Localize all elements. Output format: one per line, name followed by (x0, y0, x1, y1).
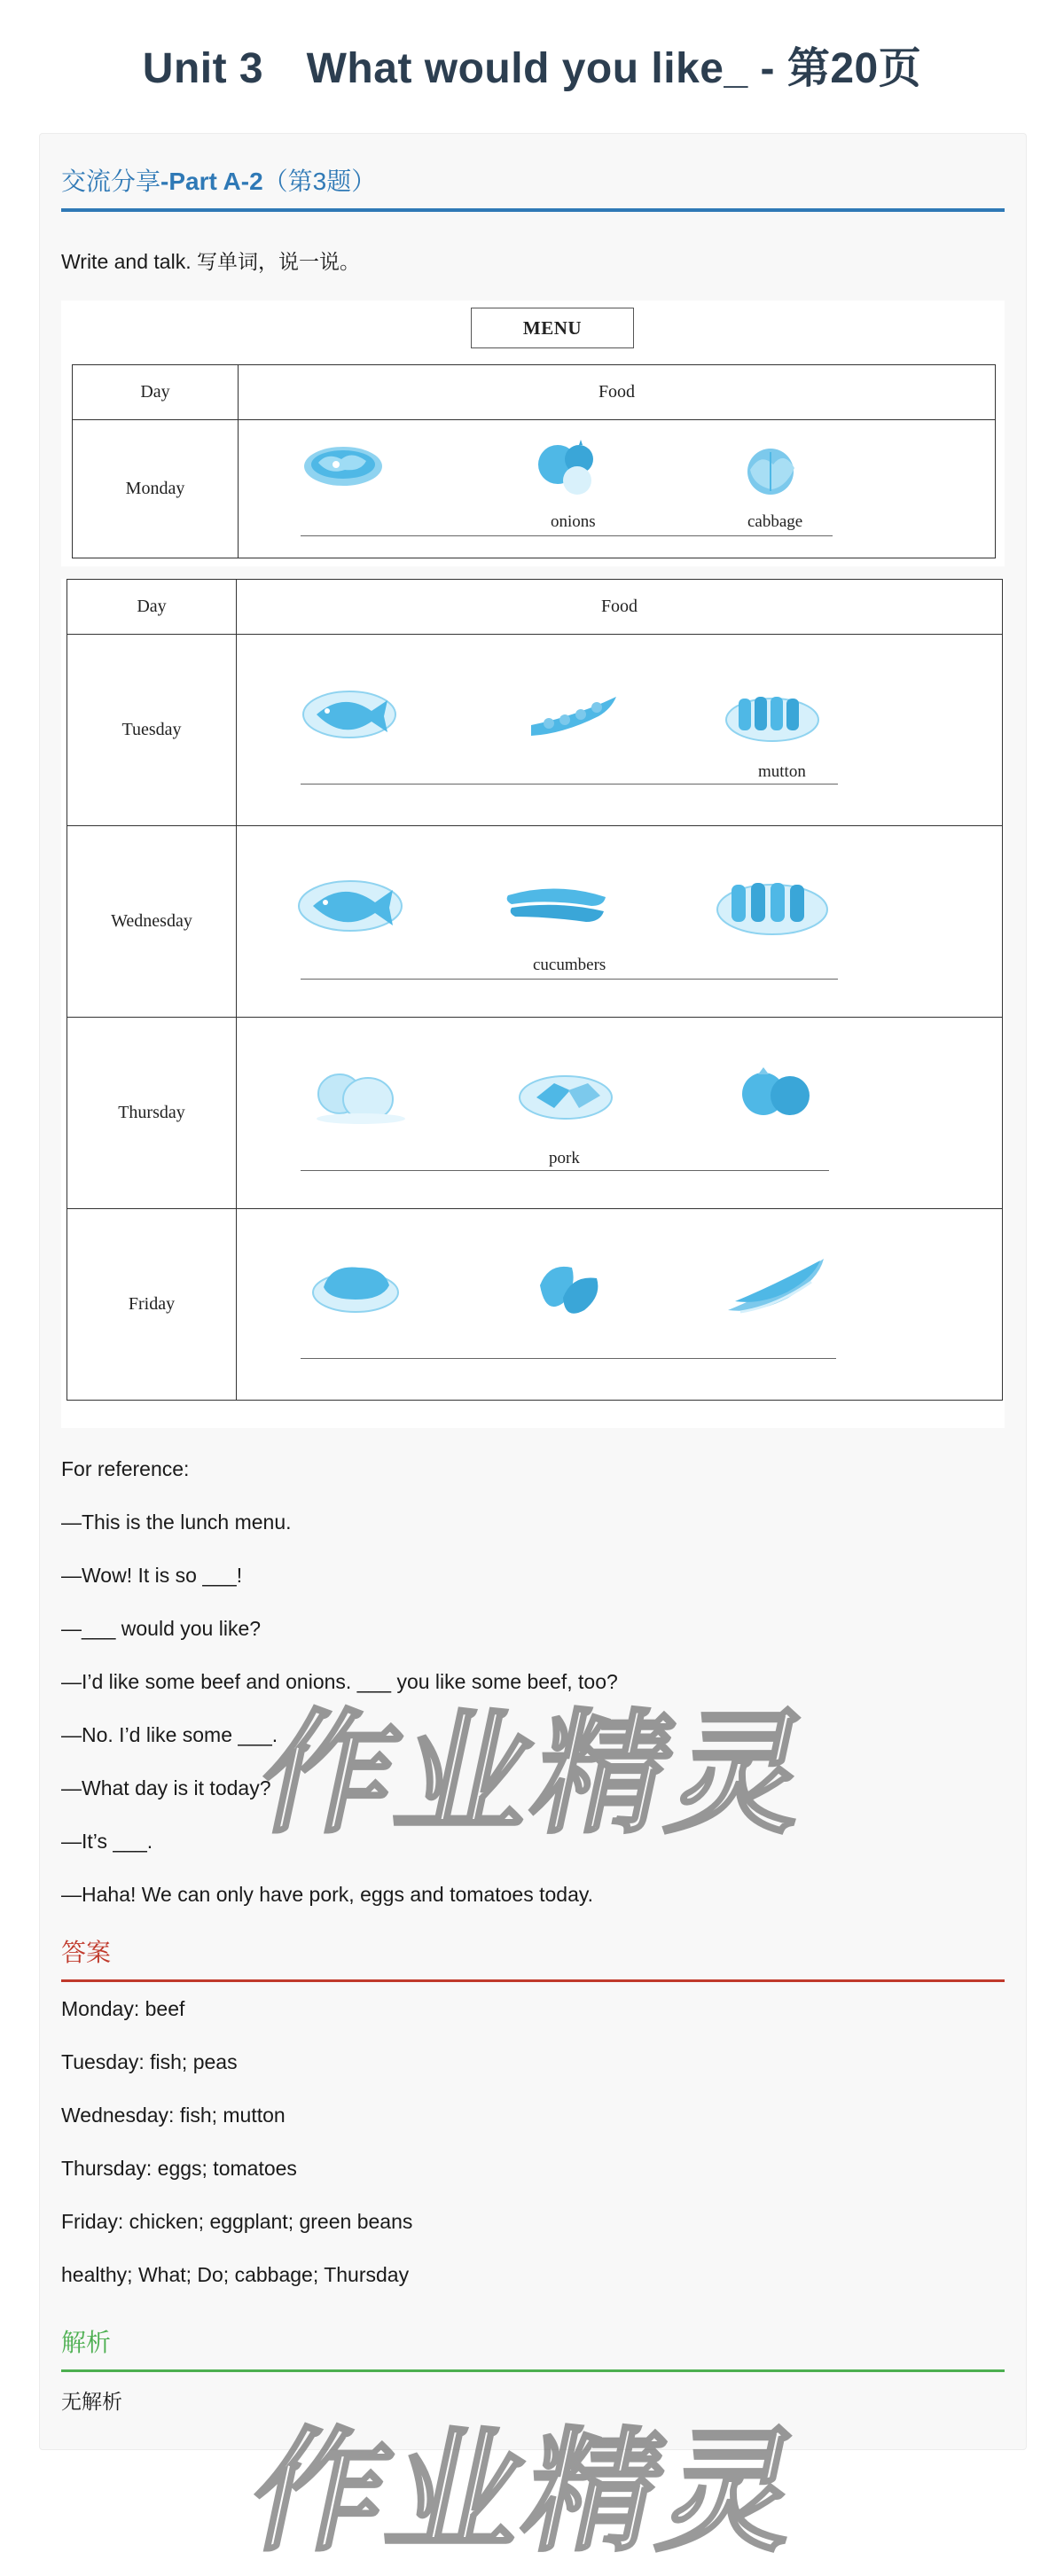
eggplant-icon (531, 1259, 606, 1317)
menu-title: MENU (471, 308, 634, 348)
food-cell-wednesday (237, 826, 1003, 1018)
label-pork: pork (549, 1149, 580, 1167)
label-cucumbers: cucumbers (533, 956, 606, 974)
question-card (39, 133, 1027, 2450)
chicken-icon (311, 1257, 400, 1315)
food-cell-friday (237, 1209, 1003, 1401)
day-friday: Friday (67, 1209, 237, 1401)
answer-line: Wednesday: fish; mutton (61, 2104, 286, 2127)
header-food-2: Food (237, 580, 1003, 635)
day-monday: Monday (73, 420, 239, 558)
onions-icon (533, 440, 604, 498)
write-line-thursday (301, 1170, 829, 1171)
write-line-monday (301, 535, 833, 536)
reference-line: —Wow! It is so ___! (61, 1564, 243, 1587)
answer-heading: 答案 (61, 1933, 1005, 1982)
food-cell-monday (239, 420, 996, 558)
food-cell-thursday (237, 1018, 1003, 1209)
mutton-icon (724, 683, 820, 745)
food-cell-tuesday (237, 635, 1003, 826)
question-instruction: Write and talk. 写单词，说一说。 (61, 250, 360, 273)
day-wednesday: Wednesday (67, 826, 237, 1018)
question-heading (61, 162, 1005, 212)
reference-title: For reference: (61, 1457, 190, 1480)
eggs-icon (308, 1067, 407, 1126)
header-day-2: Day (67, 580, 237, 635)
question-heading-prefix: 交流分享 (61, 168, 161, 195)
reference-line: —Haha! We can only have pork, eggs and tomatoes today. (61, 1883, 594, 1906)
header-food: Food (239, 365, 996, 420)
answer-line: healthy; What; Do; cabbage; Thursday (61, 2263, 410, 2286)
analysis-heading: 解析 (61, 2323, 1005, 2372)
reference-line: —It’s ___. (61, 1830, 153, 1853)
write-line-wednesday (301, 979, 838, 980)
write-line-friday (301, 1358, 836, 1359)
pork-icon (517, 1067, 614, 1122)
reference-line: —This is the lunch menu. (61, 1510, 292, 1534)
label-onions: onions (551, 512, 596, 531)
mutton-icon (716, 867, 829, 938)
day-tuesday: Tuesday (67, 635, 237, 826)
worksheet-menu-week (61, 579, 1005, 1428)
answer-line: Tuesday: fish; peas (61, 2050, 238, 2073)
question-heading-suffix: （第3题） (262, 168, 377, 195)
reference-line: —I’d like some beef and onions. ___ you like some beef, too? (61, 1670, 618, 1693)
green-beans-icon (723, 1255, 827, 1321)
answer-line: Thursday: eggs; tomatoes (61, 2157, 297, 2180)
header-day: Day (73, 365, 239, 420)
question-heading-part: -Part A-2 (160, 168, 263, 195)
page-title: Unit 3 What would you like_ - 第20页 (142, 45, 922, 92)
answer-line: Friday: chicken; eggplant; green beans (61, 2210, 413, 2233)
tomatoes-icon (737, 1064, 817, 1120)
day-thursday: Thursday (67, 1018, 237, 1209)
peas-icon (528, 690, 620, 738)
menu-table-week (66, 579, 1003, 1401)
fish-icon (295, 869, 405, 936)
cucumbers-icon (503, 878, 609, 927)
beef-icon (301, 438, 386, 491)
write-line-tuesday (301, 784, 838, 785)
watermark-logo: 作业精灵 (238, 2416, 818, 2570)
menu-table-monday (72, 364, 996, 558)
label-mutton: mutton (758, 762, 806, 781)
analysis-text: 无解析 (61, 2390, 122, 2413)
answer-line: Monday: beef (61, 1997, 185, 2020)
cabbage-icon (739, 443, 802, 496)
label-cabbage: cabbage (747, 512, 803, 531)
worksheet-menu-top (61, 301, 1005, 566)
reference-line: —___ would you like? (61, 1617, 262, 1640)
reference-line: —What day is it today? (61, 1776, 271, 1799)
fish-icon (301, 681, 398, 743)
reference-line: —No. I’d like some ___. (61, 1723, 278, 1746)
